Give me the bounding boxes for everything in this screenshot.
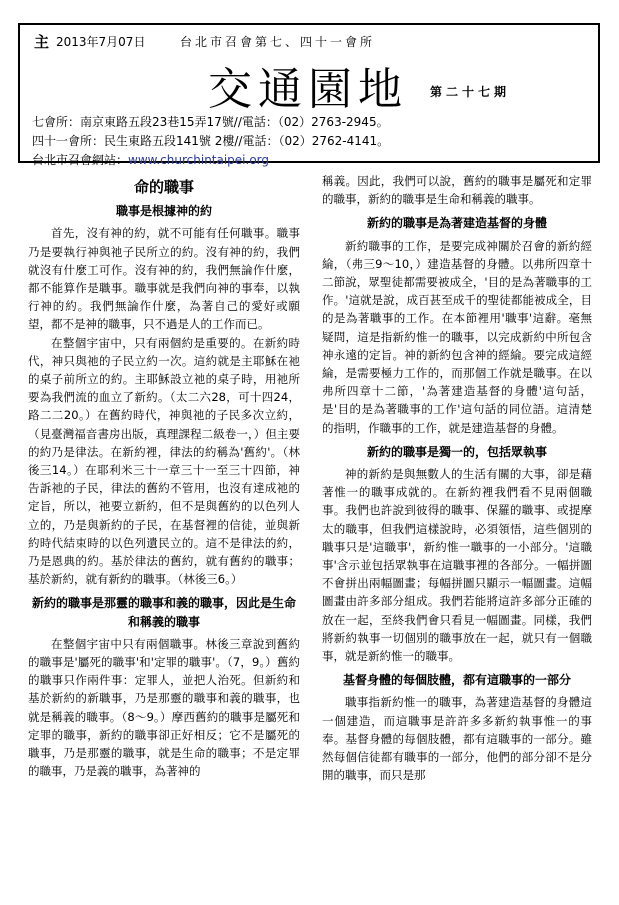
paragraph: 首先，沒有神的約，就不可能有任何職事。職事乃是要執行神與祂子民所立的約。沒有神的約，我們就沒有什麼工可作。沒有神的約，我們無論作什麼，都不能算作是職事。職事就是我們向神的事奉，以執行神的約。我們無論作什麼，為著自己的愛好或願望，都不是神的職事，只不過是人的工作而已。 — [28, 226, 300, 332]
paragraph-continued: 稱義。因此，我們可以說，舊約的職事是屬死和定罪的職事，新約的職事是生命和稱義的職事。 — [322, 174, 592, 207]
section-heading: 新約的職事是那靈的職事和義的職事，因此是生命和稱義的職事 — [31, 596, 296, 629]
masthead — [18, 23, 600, 167]
right-column — [322, 172, 592, 785]
paragraph: 在整個宇宙中只有兩個職事。林後三章說到舊約的職事是'屬死的職事'和'定罪的職事'。（7，9。）舊約的職事只作兩件事：定罪人，並把人治死。但新約和基於新約的新職事，乃是那靈的職事和義的職事，也就是稱義的職事。（8～9。）摩西舊約的職事是屬死和定罪的職事，新約的職事卻正好相反；它不是屬死的職事，乃是那靈的職事，就是生命的職事；不是定罪的職事，乃是義的職事，為著神的 — [28, 636, 300, 779]
website-link[interactable]: www.churchintaipei.org — [128, 153, 270, 167]
section-heading: 新約的職事是為著建造基督的身體 — [366, 216, 547, 231]
paragraph: 神的新約是與無數人的生活有關的大事，卻是藉著惟一的職事成就的。在新約裡我們看不見兩個職事。我們也許說到彼得的職事、保羅的職事、或提摩太的職事，但我們這樣說時，必須領悟，這些個別的職事只是'這職事'，新約惟一職事的一小部分。'這職事'含示並包括眾執事在這職事裡的各部分。一幅拼圖不會拼出兩幅圖畫；每幅拼圖只顯示一幅圖畫。這幅圖畫由許多部分組成。我們若能將這許多部分正確的放在一起，至終我們會只看見一幅圖畫。同樣，我們將新約執事一切個別的職事放在一起，就只有一個職事，就是新約惟一的職事。 — [322, 467, 592, 664]
address-hall-7: 七會所：南京東路五段23巷15弄17號//電話：（02）2763-2945。 — [32, 115, 389, 129]
section-heading: 職事是根據神的約 — [115, 204, 212, 219]
website-label: 台北市召會網站： — [32, 153, 129, 167]
paragraph: 職事指新約惟一的職事，為著建造基督的身體這一個建造，而這職事是許許多多新約執事惟一的事奉。基督身體的每個肢體，都有這職事的一部分。雖然每個信徒都有職事的一部分，他們的部分卻不是分開的職事，而只是那 — [322, 695, 592, 783]
church-name: 台北市召會第七、四十一會所 — [180, 35, 376, 49]
church-logo: 主 — [34, 33, 48, 51]
issue-date: 2013年7月07日 — [56, 35, 146, 49]
paragraph: 新約職事的工作，是要完成神關於召會的新約經綸，（弗三9～10，）建造基督的身體。以弗所四章十二節說，眾聖徒都需要被成全，'目的是為著職事的工作。'這就是說，成百甚至成千的聖徒都能被成全，目的是為著職事的工作。在本節裡用'職事'這辭。毫無疑問，這是指新約惟一的職事，以完成新約中所包含神永遠的定旨。神的新約包含神的經綸。要完成這經綸，是需要極力工作的，而那個工作就是職事。在以弗所四章十二節，'為著建造基督的身體'這句話，是'目的是為著職事的工作'這句話的同位語。這清楚的指明，作職事的工作，就是建造基督的身體。 — [322, 238, 592, 435]
paragraph: 在整個宇宙中，只有兩個約是重要的。在新約時代，神只與祂的子民立約一次。這約就是主耶穌在祂的桌子前所立的約。主耶穌設立祂的桌子時，用祂所要為我們流的血立了新約。（太二六28，可十四24，路二二20。）在舊約時代，神與祂的子民多次立約，（見臺灣福音書房出版，真理課程二級卷一，）但主要的約乃是律法。在新約裡，律法的約稱為'舊約'。（林後三14。）在耶利米三十一章三十一至三十四節，神告訴祂的子民，律法的舊約不管用，也沒有達成祂的定旨，所以，祂要立新約，但不是與舊約的以色列人立的，乃是與新約的子民，在基督裡的信徒，並與新約時代結束時的以色列遺民立的。這不是律法的約，乃是恩典的約。基於律法的舊約，就有舊約的職事；基於新約，就有新約的職事。（林後三6。） — [28, 335, 300, 587]
newsletter-title: 交通園地 — [208, 64, 408, 115]
website-line — [32, 151, 269, 168]
section-heading: 基督身體的每個肢體，都有這職事的一部分 — [342, 673, 571, 688]
address-hall-41: 四十一會所：民生東路五段141號 2樓//電話：（02）2762-4141。 — [32, 134, 390, 148]
left-column — [28, 178, 300, 781]
article-title: 命的職事 — [133, 178, 194, 196]
issue-number: 第二十七期 — [430, 85, 511, 99]
section-heading: 新約的職事是獨一的，包括眾執事 — [366, 444, 547, 459]
